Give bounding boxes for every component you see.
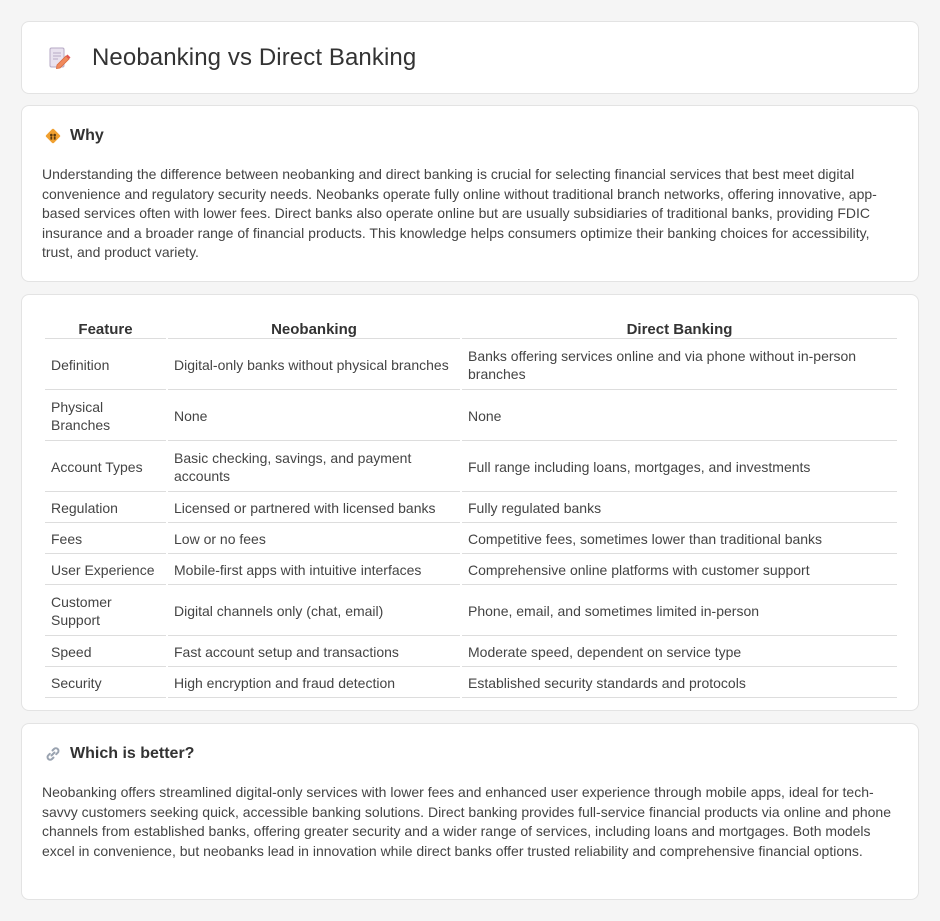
neobanking-cell: Digital-only banks without physical branches xyxy=(168,341,460,390)
which-is-better-section xyxy=(21,723,919,900)
table-header-row xyxy=(45,319,897,339)
direct-banking-cell: Banks offering services online and via phone without in-person branches xyxy=(462,341,897,390)
neobanking-cell: Basic checking, savings, and payment accounts xyxy=(168,443,460,492)
neobanking-cell: High encryption and fraud detection xyxy=(168,669,460,698)
direct-banking-cell: Comprehensive online platforms with customer support xyxy=(462,556,897,585)
header-neobanking: Neobanking xyxy=(168,319,460,339)
feature-cell: Definition xyxy=(45,341,166,390)
feature-cell: User Experience xyxy=(45,556,166,585)
feature-cell: Physical Branches xyxy=(45,392,166,441)
table-row xyxy=(45,587,897,636)
why-section xyxy=(21,105,919,282)
why-heading-row xyxy=(44,127,104,145)
table-row xyxy=(45,638,897,667)
better-text: Neobanking offers streamlined digital-only services with lower fees and enhanced user experience through mobile apps, ideal for tech-savvy customers seeking quick, accessible banking solutions. Direct banking provides full-service financial products via online and phone channels from established banks, offering greater security and a wider range of services, including loans and mortgages. Both models excel in convenience, but neobanks lead in innovation while direct banks offer trusted reliability and comprehensive financial options. xyxy=(42,784,892,859)
better-heading-row xyxy=(44,745,194,763)
comparison-table xyxy=(43,317,899,700)
feature-cell: Security xyxy=(45,669,166,698)
direct-banking-cell: Phone, email, and sometimes limited in-person xyxy=(462,587,897,636)
title-card xyxy=(21,21,919,94)
table-row xyxy=(45,341,897,390)
table-row xyxy=(45,556,897,585)
feature-cell: Fees xyxy=(45,525,166,554)
table-row xyxy=(45,392,897,441)
better-heading: Which is better? xyxy=(70,745,195,762)
why-text: Understanding the difference between neobanking and direct banking is crucial for selecting financial services that best meet digital convenience and regulatory security needs. Neobanks operate fully online without traditional branch networks, offering innovative, app-based services often with lower fees. Direct banks also operate online but are usually subsidiaries of traditional banks, providing FDIC insurance and a broader range of financial products. This knowledge helps consumers optimize their banking choices for accessibility, trust, and product variety. xyxy=(42,166,877,261)
direct-banking-cell: Fully regulated banks xyxy=(462,494,897,523)
direct-banking-cell: None xyxy=(462,392,897,441)
table-row xyxy=(45,494,897,523)
direct-banking-cell: Established security standards and protocols xyxy=(462,669,897,698)
direct-banking-cell: Moderate speed, dependent on service type xyxy=(462,638,897,667)
feature-cell: Account Types xyxy=(45,443,166,492)
title-row xyxy=(46,44,416,72)
neobanking-cell: Fast account setup and transactions xyxy=(168,638,460,667)
document-pencil-icon xyxy=(46,45,72,71)
table-row xyxy=(45,525,897,554)
direct-banking-cell: Full range including loans, mortgages, and investments xyxy=(462,443,897,492)
feature-cell: Regulation xyxy=(45,494,166,523)
neobanking-cell: Licensed or partnered with licensed banks xyxy=(168,494,460,523)
table-row xyxy=(45,669,897,698)
header-direct-banking: Direct Banking xyxy=(462,319,897,339)
diamond-sign-icon xyxy=(44,127,62,145)
neobanking-cell: Mobile-first apps with intuitive interfaces xyxy=(168,556,460,585)
link-icon xyxy=(44,745,62,763)
table-row xyxy=(45,443,897,492)
neobanking-cell: Low or no fees xyxy=(168,525,460,554)
neobanking-cell: Digital channels only (chat, email) xyxy=(168,587,460,636)
header-feature: Feature xyxy=(45,319,166,339)
feature-cell: Customer Support xyxy=(45,587,166,636)
why-heading: Why xyxy=(70,127,104,144)
page-title: Neobanking vs Direct Banking xyxy=(92,44,417,71)
direct-banking-cell: Competitive fees, sometimes lower than traditional banks xyxy=(462,525,897,554)
comparison-card xyxy=(21,294,919,711)
feature-cell: Speed xyxy=(45,638,166,667)
neobanking-cell: None xyxy=(168,392,460,441)
